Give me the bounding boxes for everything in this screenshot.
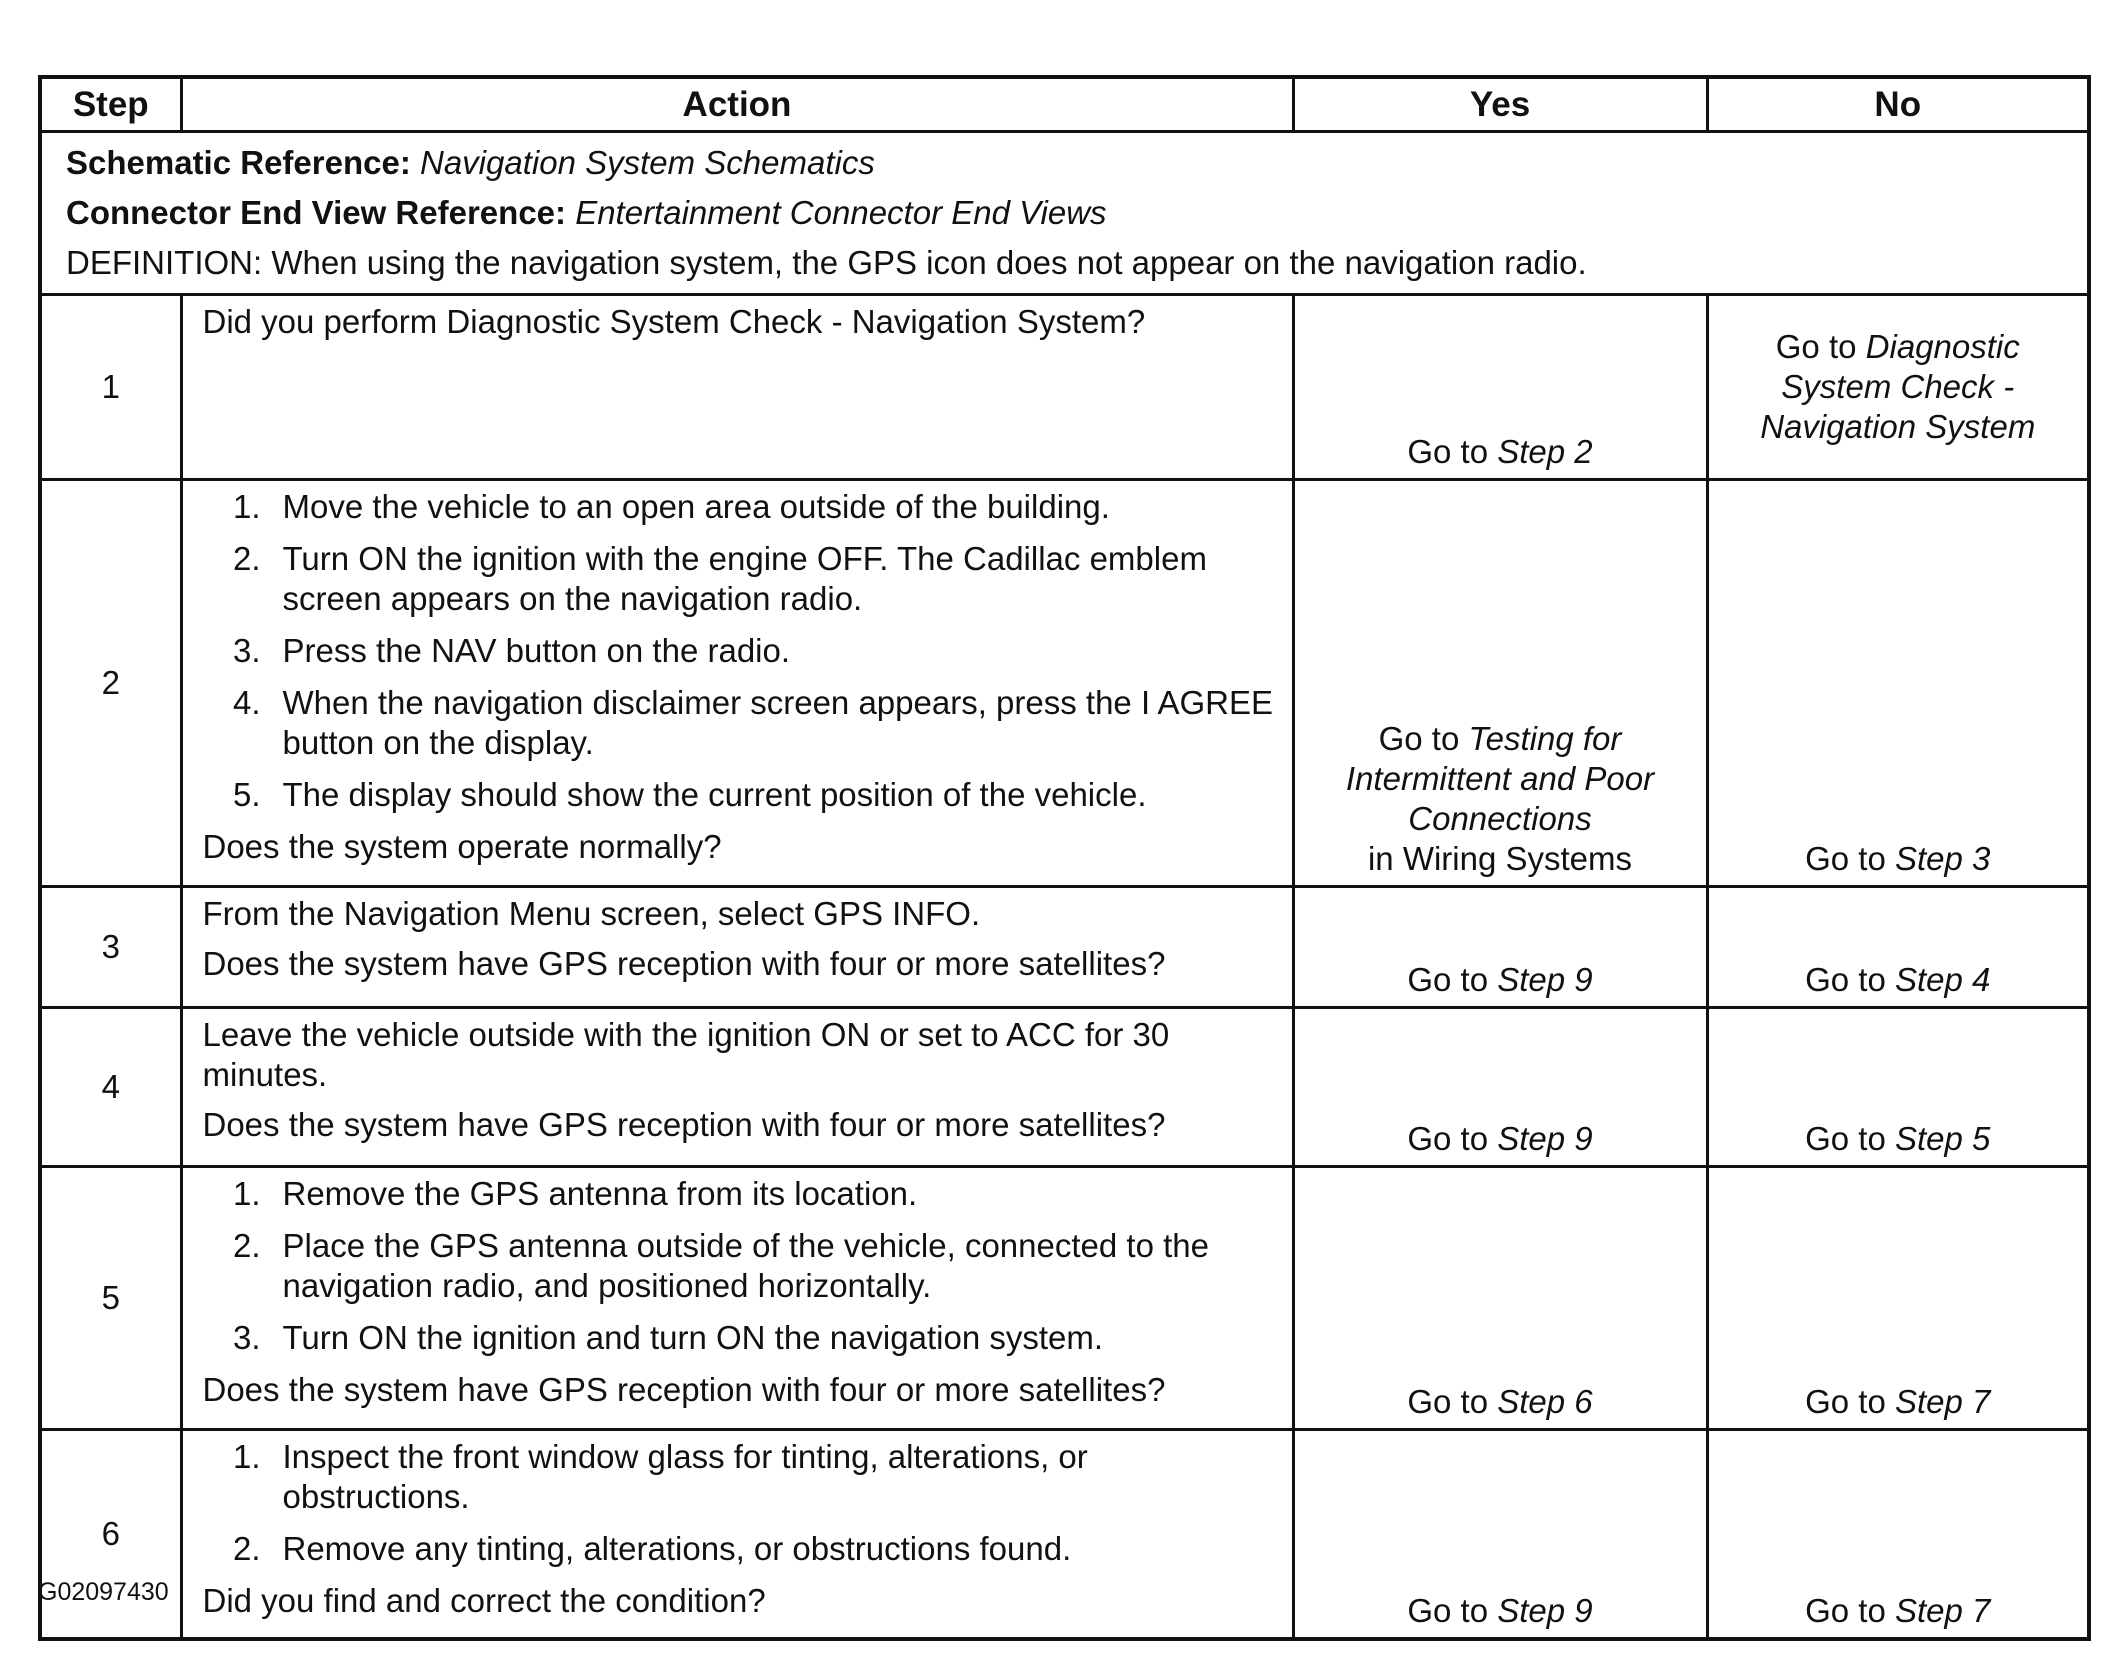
list-item: 1. Remove the GPS antenna from its location. (232, 1175, 918, 1212)
question-text: Does the system have GPS reception with four or more satellites? (202, 1106, 1166, 1143)
table-row (40, 1008, 2089, 1167)
no-cell (1707, 1167, 2089, 1430)
step-number: 6 (40, 1430, 181, 1640)
yes-prefix: Go to (1407, 961, 1498, 998)
step-number: 2 (40, 480, 181, 887)
no-link[interactable]: Step 5 (1894, 1120, 1991, 1157)
connector-reference-label: Connector End View Reference: (66, 194, 567, 231)
table-row (40, 1167, 2089, 1430)
header-no: No (1707, 77, 2089, 132)
yes-prefix: Go to (1407, 433, 1498, 470)
yes-prefix: Go to (1407, 1592, 1498, 1629)
table-row (40, 480, 2089, 887)
question-text: Does the system operate normally? (202, 828, 722, 865)
yes-link[interactable]: Step 6 (1497, 1383, 1593, 1420)
table-row (40, 887, 2089, 1008)
diagnostic-table (38, 75, 2091, 1641)
connector-reference-link[interactable]: Entertainment Connector End Views (575, 194, 1107, 231)
action-cell (181, 1430, 1293, 1640)
list-item: 1. Move the vehicle to an open area outside of the building. (232, 488, 1110, 525)
action-text: From the Navigation Menu screen, select GPS INFO. (202, 895, 981, 932)
list-item: 2. Place the GPS antenna outside of the vehicle, connected to the navigation radio, and positioned horizontally. (232, 1227, 1209, 1304)
schematic-reference-label: Schematic Reference: (66, 144, 411, 181)
table-row (40, 295, 2089, 480)
reference-cell (40, 132, 2089, 295)
yes-cell (1293, 1430, 1707, 1640)
yes-prefix: Go to (1378, 720, 1469, 757)
no-link[interactable]: Step 7 (1894, 1383, 1991, 1420)
no-cell (1707, 887, 2089, 1008)
yes-link[interactable]: Step 9 (1497, 1592, 1593, 1629)
header-yes: Yes (1293, 77, 1707, 132)
list-item: 4. When the navigation disclaimer screen appears, press the I AGREE button on the display. (232, 684, 1273, 761)
header-row (40, 77, 2089, 132)
reference-row (40, 132, 2089, 295)
yes-link[interactable]: Testing for Intermittent and Poor Connections (1345, 720, 1655, 837)
action-steps-list (203, 1437, 1276, 1569)
question-text: Does the system have GPS reception with four or more satellites? (202, 1371, 1166, 1408)
question-text: Does the system have GPS reception with four or more satellites? (202, 945, 1166, 982)
yes-cell (1293, 480, 1707, 887)
yes-prefix: Go to (1407, 1120, 1498, 1157)
no-prefix: Go to (1805, 961, 1895, 998)
yes-cell (1293, 887, 1707, 1008)
yes-prefix: Go to (1407, 1383, 1498, 1420)
no-prefix: Go to (1805, 1120, 1895, 1157)
action-text: Leave the vehicle outside with the ignition ON or set to ACC for 30 minutes. (202, 1016, 1170, 1093)
no-cell (1707, 1008, 2089, 1167)
no-cell (1707, 480, 2089, 887)
yes-cell (1293, 1167, 1707, 1430)
yes-link[interactable]: Step 2 (1497, 433, 1593, 470)
yes-link[interactable]: Step 9 (1497, 1120, 1593, 1157)
no-cell (1707, 295, 2089, 480)
list-item: 3. Turn ON the ignition and turn ON the navigation system. (232, 1319, 1104, 1356)
action-cell (181, 1167, 1293, 1430)
action-steps-list (203, 1174, 1276, 1358)
table-row (40, 1430, 2089, 1640)
list-item: 2. Turn ON the ignition with the engine OFF. The Cadillac emblem screen appears on the navigation radio. (232, 540, 1207, 617)
action-cell (181, 887, 1293, 1008)
step-number: 3 (40, 887, 181, 1008)
yes-suffix: in Wiring Systems (1367, 840, 1633, 877)
no-link[interactable]: Step 7 (1894, 1592, 1991, 1629)
list-item: 5. The display should show the current position of the vehicle. (232, 776, 1147, 813)
list-item: 3. Press the NAV button on the radio. (232, 632, 791, 669)
action-cell (181, 480, 1293, 887)
list-item: 2. Remove any tinting, alterations, or obstructions found. (232, 1530, 1072, 1567)
action-cell (181, 295, 1293, 480)
no-link[interactable]: Diagnostic System Check - Navigation System (1760, 328, 2036, 445)
question-text: Did you find and correct the condition? (202, 1582, 766, 1619)
yes-cell (1293, 295, 1707, 480)
no-link[interactable]: Step 4 (1894, 961, 1991, 998)
header-action: Action (181, 77, 1293, 132)
no-link[interactable]: Step 3 (1894, 840, 1991, 877)
no-prefix: Go to (1805, 1383, 1895, 1420)
step-number: 5 (40, 1167, 181, 1430)
action-steps-list (203, 487, 1276, 815)
action-text: Did you perform Diagnostic System Check - Navigation System? (202, 303, 1146, 340)
header-step: Step (40, 77, 181, 132)
schematic-reference-link[interactable]: Navigation System Schematics (420, 144, 875, 181)
yes-link[interactable]: Step 9 (1497, 961, 1593, 998)
no-prefix: Go to (1805, 1592, 1895, 1629)
no-prefix: Go to (1805, 840, 1895, 877)
no-prefix: Go to (1775, 328, 1866, 365)
no-cell (1707, 1430, 2089, 1640)
connector-reference (66, 193, 2063, 233)
schematic-reference (66, 143, 2063, 183)
yes-cell (1293, 1008, 1707, 1167)
figure-code: G02097430 (38, 1578, 169, 1606)
action-cell (181, 1008, 1293, 1167)
definition-text: DEFINITION: When using the navigation system, the GPS icon does not appear on the navigation radio. (66, 244, 1587, 281)
list-item: 1. Inspect the front window glass for tinting, alterations, or obstructions. (232, 1438, 1088, 1515)
step-number: 1 (40, 295, 181, 480)
step-number: 4 (40, 1008, 181, 1167)
